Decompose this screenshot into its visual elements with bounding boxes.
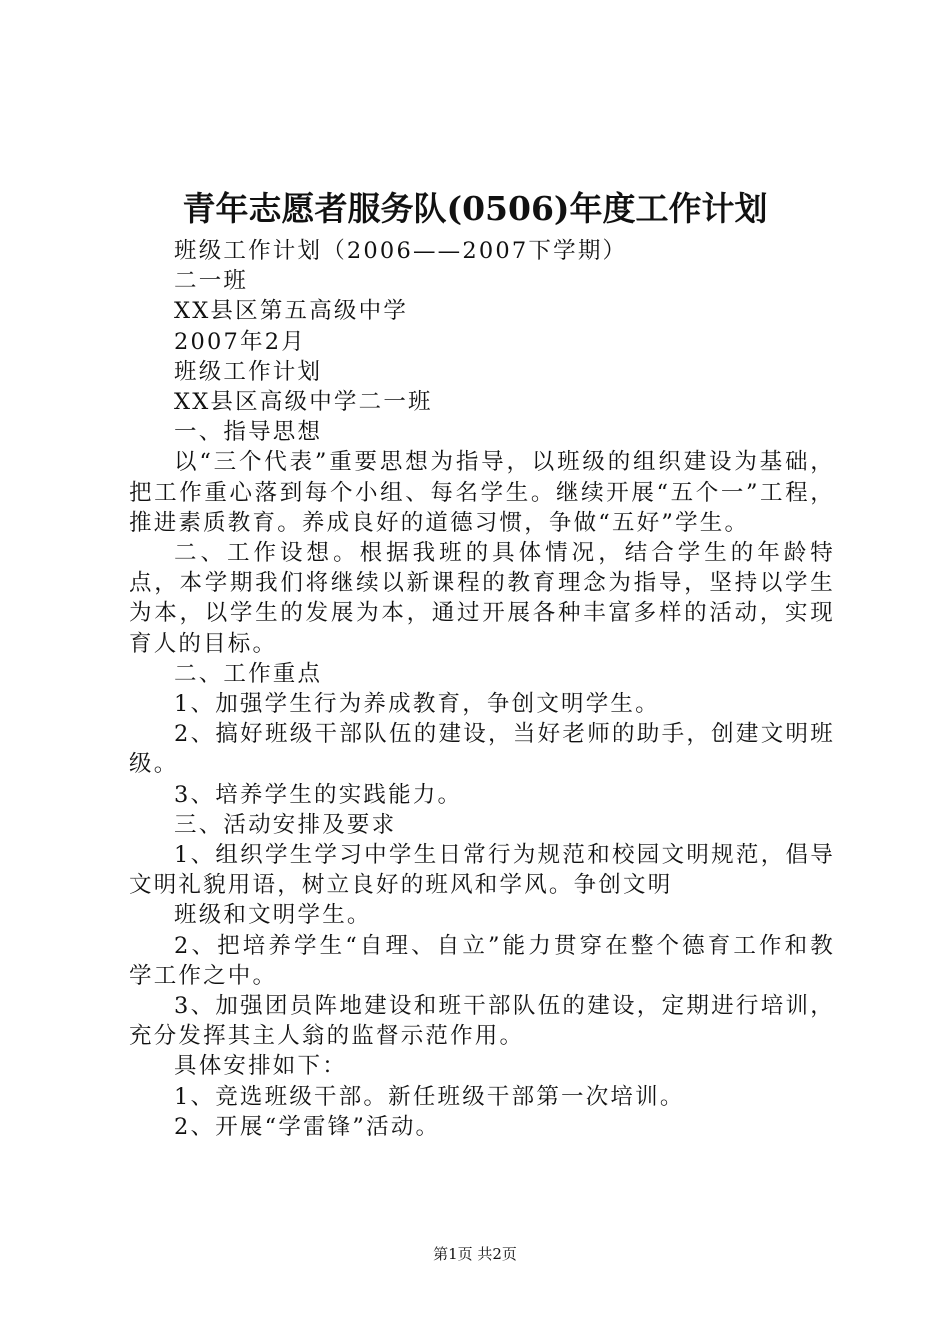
paragraph: XX县区第五高级中学 bbox=[174, 298, 409, 325]
paragraph: 班级工作计划 bbox=[174, 358, 323, 385]
document-title: 青年志愿者服务队(0506)年度工作计划 bbox=[182, 189, 768, 228]
paragraph: 2007年2月 bbox=[174, 328, 306, 355]
list-item: 3、培养学生的实践能力。 bbox=[174, 781, 463, 808]
paragraph: 以“三个代表”重要思想为指导，以班级的组织建设为基础，把工作重心落到每个小组、每名学生。继续开展“五个一”工程，推进素质教育。养成良好的道德习惯，争做“五好”学生。 bbox=[129, 449, 835, 536]
page-number: 第1页 共2页 bbox=[433, 1245, 517, 1263]
paragraph: 二、工作设想。根据我班的具体情况，结合学生的年龄特点，本学期我们将继续以新课程的教育理念为指导，坚持以学生为本，以学生的发展为本，通过开展各种丰富多样的活动，实现育人的目标。 bbox=[129, 540, 835, 657]
paragraph: 具体安排如下： bbox=[174, 1053, 347, 1080]
list-item: 1、竞选班级干部。新任班级干部第一次培训。 bbox=[174, 1083, 685, 1110]
paragraph: 班级工作计划（2006——2007下学期） bbox=[174, 238, 628, 264]
list-item: 2、搞好班级干部队伍的建设，当好老师的助手，创建文明班级。 bbox=[129, 721, 835, 778]
list-item: 2、把培养学生“自理、自立”能力贯穿在整个德育工作和教学工作之中。 bbox=[129, 932, 835, 989]
list-item: 3、加强团员阵地建设和班干部队伍的建设，定期进行培训，充分发挥其主人翁的监督示范作用。 bbox=[129, 993, 835, 1050]
paragraph: XX县区高级中学二一班 bbox=[174, 389, 433, 416]
list-item: 1、组织学生学习中学生日常行为规范和校园文明规范，倡导文明礼貌用语，树立良好的班风和学风。争创文明 bbox=[129, 842, 835, 899]
section-heading: 一、指导思想 bbox=[174, 419, 323, 446]
list-item: 2、开展“学雷锋”活动。 bbox=[174, 1113, 441, 1140]
section-heading: 三、活动安排及要求 bbox=[174, 811, 397, 838]
section-heading: 二、工作重点 bbox=[174, 660, 323, 687]
document-body bbox=[129, 236, 835, 1142]
paragraph: 班级和文明学生。 bbox=[174, 902, 372, 929]
list-item: 1、加强学生行为养成教育，争创文明学生。 bbox=[174, 691, 660, 718]
paragraph: 二一班 bbox=[174, 268, 249, 295]
